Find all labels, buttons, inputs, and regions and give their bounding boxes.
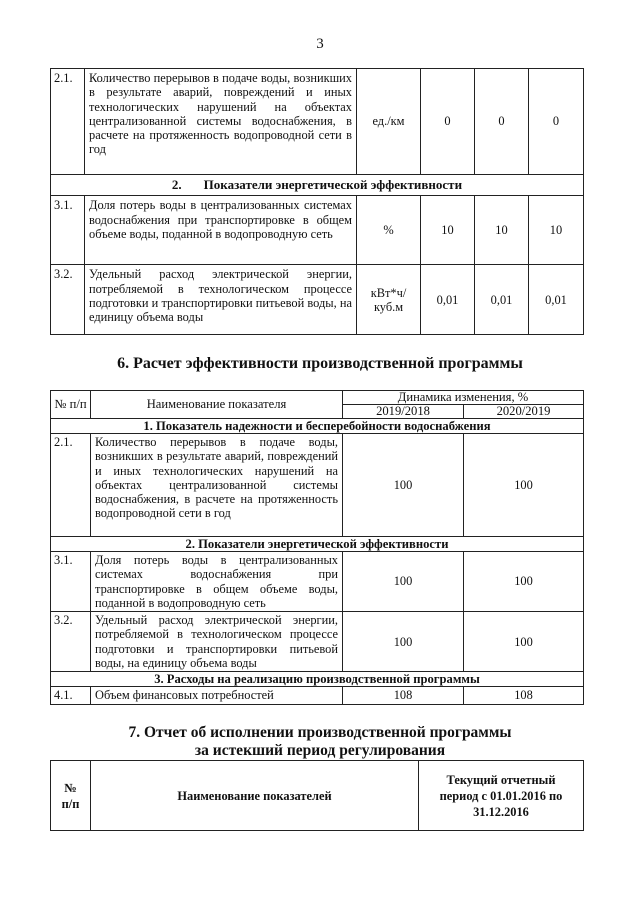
header-num: № п/п (51, 761, 91, 831)
header-period: Текущий отчетный период с 01.01.2016 по 31.12.2016 (419, 761, 584, 831)
indicator-name: Доля потерь воды в централизованных системах водоснабжения при транспортировке в общем объеме воды, поданной в водопроводную сеть (91, 552, 343, 612)
value-cell: 108 (343, 687, 464, 704)
section-title (51, 175, 584, 196)
section-row (51, 672, 584, 687)
section-7-heading-line-2: за истекший период регулирования (194, 742, 446, 759)
row-number: 3.2. (51, 612, 91, 672)
value-cell: 10 (475, 196, 529, 265)
indicator-name: Доля потерь воды в централизованных системах водоснабжения при транспортировке в общем объеме воды, поданной в водопроводную сеть (85, 196, 357, 265)
table-row (51, 196, 584, 265)
table-row (51, 552, 584, 612)
value-cell: 0,01 (475, 265, 529, 335)
header-row (51, 761, 584, 831)
value-cell: 100 (343, 612, 464, 672)
value-cell: 100 (464, 552, 584, 612)
section-row (51, 537, 584, 552)
value-cell: 108 (464, 687, 584, 704)
header-row (51, 391, 584, 405)
section-7-heading-line-1: 7. Отчет об исполнении производственной программы (128, 724, 512, 741)
table-row (51, 612, 584, 672)
row-number: 3.1. (51, 196, 85, 265)
section-7-heading (0, 724, 640, 760)
row-number: 4.1. (51, 687, 91, 704)
value-cell: 100 (464, 434, 584, 537)
unit-cell: кВт*ч/ куб.м (357, 265, 421, 335)
unit-cell: % (357, 196, 421, 265)
value-cell: 100 (464, 612, 584, 672)
value-cell: 0 (529, 69, 584, 175)
table-row (51, 687, 584, 704)
row-number: 2.1. (51, 69, 85, 175)
section-6-heading: 6. Расчет эффективности производственной программы (117, 355, 523, 372)
value-cell: 100 (343, 552, 464, 612)
indicator-name: Количество перерывов в подаче воды, возникших в результате аварий, повреждений и иных технологических нарушений на объектах централизованной системы водоснабжения, в расчете на протяженность водопроводной сети в год (91, 434, 343, 537)
header-dynamics: Динамика изменения, % (343, 391, 584, 405)
value-cell: 0,01 (421, 265, 475, 335)
section-title: 2. Показатели энергетической эффективности (51, 537, 584, 552)
value-cell: 0,01 (529, 265, 584, 335)
report-table (50, 760, 584, 831)
row-number: 3.2. (51, 265, 85, 335)
page-number: 3 (316, 36, 324, 52)
table-row (51, 69, 584, 175)
indicators-table (50, 68, 584, 335)
table-row (51, 265, 584, 335)
section-text: Показатели энергетической эффективности (203, 177, 463, 192)
value-cell: 10 (529, 196, 584, 265)
value-cell: 10 (421, 196, 475, 265)
value-cell: 0 (475, 69, 529, 175)
section-row (51, 419, 584, 434)
section-number: 2. (171, 177, 182, 192)
indicator-name: Объем финансовых потребностей (91, 687, 343, 704)
value-cell: 100 (343, 434, 464, 537)
value-cell: 0 (421, 69, 475, 175)
section-title: 3. Расходы на реализацию производственной программы (51, 672, 584, 687)
indicator-name: Количество перерывов в подаче воды, возникших в результате аварий, повреждений и иных технологических нарушений на объектах централизованной системы водоснабжения, в расчете на протяженность водопроводной сети в год (85, 69, 357, 175)
table-row (51, 434, 584, 537)
row-number: 2.1. (51, 434, 91, 537)
header-year-1: 2019/2018 (343, 405, 464, 419)
efficiency-table (50, 390, 584, 705)
header-name: Наименование показателя (91, 391, 343, 419)
row-number: 3.1. (51, 552, 91, 612)
header-name: Наименование показателей (91, 761, 419, 831)
indicator-name: Удельный расход электрической энергии, потребляемой в технологическом процессе подготовки и транспортировки питьевой воды, на единицу объема воды (91, 612, 343, 672)
section-row (51, 175, 584, 196)
section-title: 1. Показатель надежности и бесперебойности водоснабжения (51, 419, 584, 434)
unit-cell: ед./км (357, 69, 421, 175)
header-num: № п/п (51, 391, 91, 419)
indicator-name: Удельный расход электрической энергии, потребляемой в технологическом процессе подготовки и транспортировки питьевой воды, на единицу объема воды (85, 265, 357, 335)
header-year-2: 2020/2019 (464, 405, 584, 419)
